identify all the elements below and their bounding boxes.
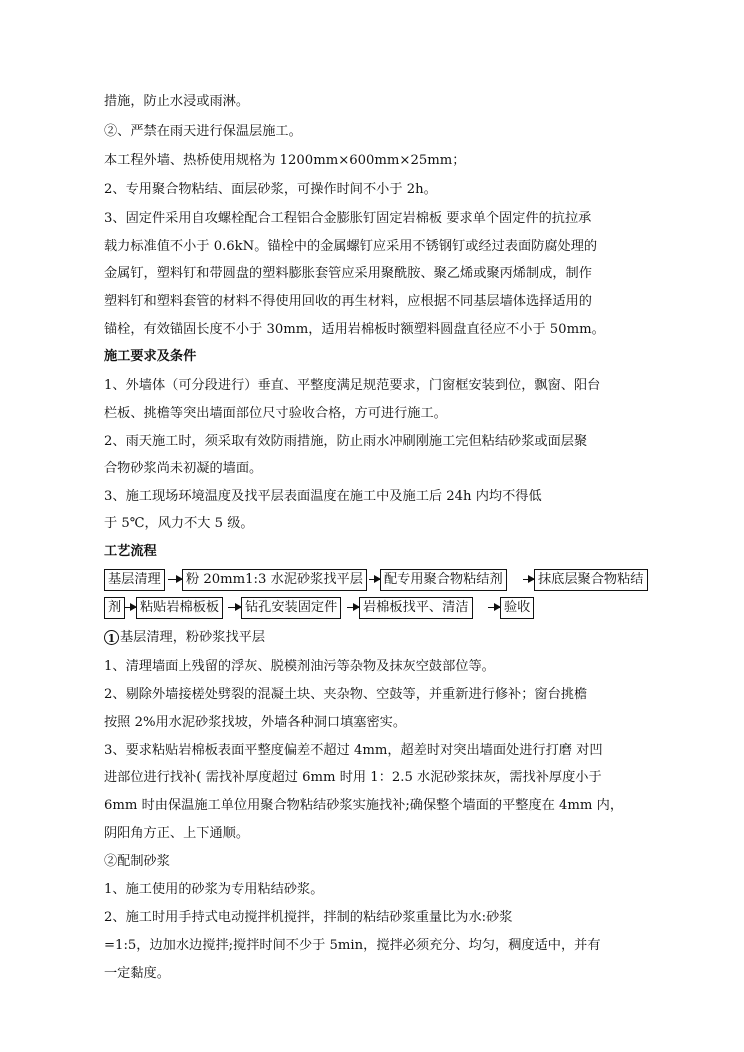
text-line: 2、施工时用手持式电动搅拌机搅拌，拌制的粘结砂浆重量比为水:砂浆 xyxy=(104,910,513,925)
flow-arrow xyxy=(228,607,241,608)
flow-step-box: 粉 20mm1:3 水泥砂浆找平层 xyxy=(182,569,367,591)
flow-arrow xyxy=(168,579,182,580)
flow-arrow xyxy=(124,607,136,608)
flow-step-box: 验收 xyxy=(500,597,534,619)
flow-step-box: 剂 xyxy=(104,597,125,619)
flow-step-box: 基层清理 xyxy=(104,569,165,591)
text-line: =1:5，边加水边搅拌;搅拌时间不少于 5min，搅拌必须充分、均匀，稠度适中，并有 xyxy=(104,938,601,953)
text-line: 1、施工使用的砂浆为专用粘结砂浆。 xyxy=(104,882,324,897)
flow-arrow xyxy=(523,579,534,580)
flow-step-box: 抹底层聚合物粘结 xyxy=(534,569,648,591)
flow-step-box: 粘贴岩棉板板 xyxy=(136,597,223,619)
flow-row-1 xyxy=(104,569,664,591)
section-heading: 施工要求及条件 xyxy=(104,349,197,364)
flow-arrow xyxy=(369,579,380,580)
text-line: 2、雨天施工时，须采取有效防雨措施，防止雨水冲刷刚施工完但粘结砂浆或面层聚 xyxy=(104,434,588,449)
text-line: 金属钉，塑料钉和带圆盘的塑料膨胀套管应采用聚酰胺、聚乙烯或聚丙烯制成，制作 xyxy=(104,266,592,281)
flow-arrow xyxy=(488,607,500,608)
text-line: 3、固定件采用自攻螺栓配合工程铝合金膨胀钉固定岩棉板 要求单个固定件的抗拉承 xyxy=(104,211,592,226)
text-line: 锚栓，有效锚固长度不小于 30mm，适用岩棉板时额塑料圆盘直径应不小于 50mm。 xyxy=(104,322,605,337)
text-line: 塑料钉和塑料套管的材料不得使用回收的再生材料，应根据不同基层墙体选择适用的 xyxy=(104,294,592,309)
text-line: 1、清理墙面上残留的浮灰、脱模剂油污等杂物及抹灰空鼓部位等。 xyxy=(104,659,495,674)
text-line: 本工程外墙、热桥使用规格为 1200mm×600mm×25mm； xyxy=(104,153,466,168)
text-line: 按照 2%用水泥砂浆找坡，外墙各种洞口填塞密实。 xyxy=(104,715,407,730)
flow-row-2 xyxy=(104,597,664,619)
text-line: 6mm 时由保温施工单位用聚合物粘结砂浆实施找补;确保整个墙面的平整度在 4mm 内， xyxy=(104,798,624,813)
text-line: 进部位进行找补( 需找补厚度超过 6mm 时用 1：2.5 水泥砂浆抹灰，需找补厚度小于 xyxy=(104,770,602,785)
text-line: 1、外墙体（可分段进行）垂直、平整度满足规范要求，门窗框安装到位，飘窗、阳台 xyxy=(104,378,601,393)
text-line: 栏板、挑檐等突出墙面部位尺寸验收合格，方可进行施工。 xyxy=(104,406,447,421)
text-line: 合物砂浆尚未初凝的墙面。 xyxy=(104,461,263,476)
text-line: ②、严禁在雨天进行保温层施工。 xyxy=(104,124,302,139)
step-heading xyxy=(104,628,265,648)
step-heading: ②配制砂浆 xyxy=(104,854,170,869)
flow-step-box: 钻孔安装固定件 xyxy=(241,597,341,619)
text-line: 阴阳角方正、上下通顺。 xyxy=(104,826,250,841)
flow-step-box: 岩棉板找平、清洁 xyxy=(359,597,473,619)
flow-arrow xyxy=(347,607,359,608)
text-line: 载力标准值不小于 0.6kN。锚栓中的金属螺钉应采用不锈钢钉或经过表面防腐处理的 xyxy=(104,239,598,254)
text-line: 3、施工现场环境温度及找平层表面温度在施工中及施工后 24h 内均不得低 xyxy=(104,489,542,504)
step-title: 基层清理，粉砂浆找平层 xyxy=(120,630,266,645)
text-line: 一定黏度。 xyxy=(104,966,170,981)
section-heading: 工艺流程 xyxy=(104,544,157,559)
text-line: 于 5℃，风力不大 5 级。 xyxy=(104,516,254,531)
text-line: 3、要求粘贴岩棉板表面平整度偏差不超过 4mm，超差时对突出墙面处进行打磨 对凹 xyxy=(104,743,603,758)
text-line: 2、剔除外墙接槎处劈裂的混凝土块、夹杂物、空鼓等，并重新进行修补；窗台挑檐 xyxy=(104,687,588,702)
text-line: 2、专用聚合物粘结、面层砂浆，可操作时间不小于 2h。 xyxy=(104,182,437,197)
flow-step-box: 配专用聚合物粘结剂 xyxy=(380,569,507,591)
circled-number: 1 xyxy=(104,630,119,645)
text-line: 措施，防止水浸或雨淋。 xyxy=(104,94,250,109)
